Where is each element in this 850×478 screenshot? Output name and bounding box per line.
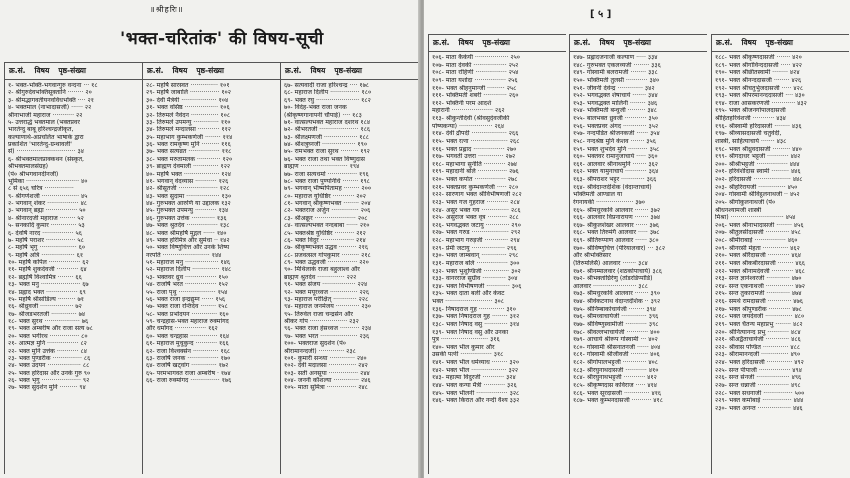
toc-entry: २२२- श्रीवास पण्डित ············· ४८८ [715, 343, 801, 351]
toc-entry: १५१- जीवनी देवेन्द्र ············· ३४२ [573, 84, 655, 92]
toc-column-1 [4, 62, 142, 474]
toc-entry: १५७- नन्दपंडित श्रीजनकजी ······ ३५४ [573, 130, 660, 138]
toc-entry: ७०- विदेह-भक्त राजा जनक [284, 104, 347, 112]
toc-entry: ११९- महादानी बलि ··············· २७६ [432, 168, 519, 176]
toc-entry: (तिरुमलिसै) आलवार ······· ३८४ [573, 259, 648, 267]
toc-entry: १९४- राजा आसकरणजी ············ ४३२ [715, 99, 807, 107]
toc-entry: १०५- माता सुमित्रा ··············· २४८ [284, 384, 368, 392]
toc-entry: १५४- भक्तिमती बन्धुजी ········· ३४८ [573, 107, 657, 115]
toc-entry: २२३- श्रीरामानन्दजी ·············· ४९० [715, 351, 801, 359]
column-header [281, 62, 418, 80]
toc-entry: २२४- भक्त हरिदासजी ············· ४९२ [715, 359, 804, 366]
toc-entry: १८३- श्रीरघुनाथदासजी ··········· ४१० [573, 366, 659, 374]
toc-entry: ८- महर्षि भृगु ··················· ६० [8, 244, 86, 252]
toc-entry: ८५- भक्तश्रेष्ठ युधिष्ठिर ·········· २१२ [284, 229, 366, 237]
toc-entry: १७३- श्रीमधुरकवि आलवार ······· ३९० [573, 290, 661, 298]
page-number: [ ५ ] [590, 9, 612, 20]
toc-entry: ७८- भक्त राजा पुण्यनिधि ········ १९८ [284, 177, 370, 185]
toc-entry: १३८- भक्त निषाद वसु ············ ३१४ [432, 320, 520, 328]
toc-entry: ४९- भक्त हरिमित्र और सुमेधा ·· १४२ [146, 236, 230, 244]
toc-entry: श्रीभक्तमालसंग्रह) [8, 163, 49, 171]
toc-entry: १८८- भक्त श्रीकृष्णदासजी ······· ४२० [715, 54, 802, 61]
toc-entry: २- भगवान् शंकर ················ ४८ [8, 200, 88, 207]
toc-entry: ८६- भक्त विदुर ················· २१४ [284, 236, 366, 244]
toc-entry: और श्रीभक्तिसार [573, 252, 611, 260]
column-header-label: विषय [34, 66, 50, 75]
toc-entry: १७४- श्रीवेंकटनाथ वेदान्तदेशिक ·· ३९२ [573, 298, 661, 305]
toc-entry: ब्राह्मण ························ १९४ [284, 163, 360, 171]
toc-entry: ६०- भक्त चन्द्रहास ·············· १६४ [146, 332, 230, 340]
toc-entry: ६३- राजर्षि जनक ················ १७० [146, 354, 231, 362]
column-header-label: विषय [172, 66, 188, 75]
toc-entry: ३६- भक्त रामकृष्ण मुनि ········· ११६ [146, 141, 231, 148]
column-header [570, 34, 707, 52]
toc-entry: २२८- भक्त सधनाजी ··············· ५०० [715, 389, 805, 397]
toc-entry: ७१- वात्सल्यभक्त महाराज दशरथ १८४ [284, 118, 371, 126]
toc-entry: श्रीधनश्यामजी शास्त्री [715, 206, 762, 214]
column-header-label: पृष्ठ-संख्या [196, 66, 224, 75]
toc-entry: ८३- श्रीअक्रूर ····················· २०८ [284, 214, 368, 222]
toc-entry: २०३- श्रीहरिरायजी ·············· ४५० [715, 183, 798, 191]
toc-entry: १५२- भगवद्भक्त शेषाचार्य ······· ३४४ [573, 92, 658, 100]
page-title: 'भक्त-चरितांक' की विषय-सूची [120, 29, 324, 49]
toc-entry: कल्याणार्थ-अप्रचलित भाषाके द्वारा [8, 133, 84, 141]
toc-entry: २५- भक्त हरिदास और उनके गुरु ९० [8, 369, 91, 377]
toc-entry: १८४- श्रीरघुनाथभट्टजी ··········· ४१२ [573, 374, 657, 382]
toc-entry: ४७- भक्त श्रुतदेव ················ १३८ [146, 222, 230, 230]
column-header [5, 62, 142, 80]
toc-entry: २२९- भक्त कर्माबाई ··············· ४४४ [715, 397, 804, 405]
toc-entry: (श्रीकृष्णगानापनी चौपाई) ···· १८३ [284, 111, 362, 119]
column-header-label: पृष्ठ-संख्या [482, 38, 510, 47]
column-header-label: पृष्ठ-संख्या [623, 38, 651, 47]
toc-entry: ५८- भक्त प्रभोदयन ············· १६० [146, 310, 229, 318]
toc-entry: ३९- ब्राह्मण देवमाली ············· १२२ [146, 163, 231, 171]
toc-entry: ७३- श्रीलक्ष्मणजी ················· १८८ [284, 133, 369, 141]
toc-entry: ६- श्रीभक्तमालप्राक्कथन (संस्कृत, [8, 155, 84, 163]
toc-entry: १६१- आलवार श्रीनाथमुनि ······· ३६२ [573, 160, 658, 168]
toc-entry: १०४- जननी कौशल्या ············· २४६ [284, 377, 371, 384]
toc-entry: ११२- भक्तिनी परम आदर्श [432, 99, 492, 107]
toc-column-2 [142, 62, 280, 474]
column-header [429, 34, 566, 52]
toc-entry: २१४- सन्त एकनाथजी ·············· ४७२ [715, 282, 805, 290]
toc-entry: श्रीनाभाजी महाराज ··········· २२ [8, 111, 83, 119]
toc-entry: ८८- प्रजवत्सल गोपकुमार ········· २१८ [284, 251, 371, 259]
toc-entry: १७०- श्रीविष्णुचित्त (पेरियालवार) ··· ३८२ [573, 244, 666, 252]
toc-entry: १२७- भक्त गरुड ··················· २९२ [432, 229, 521, 237]
toc-entry: ७७- राजा सत्यधर्मा ··············· १९६ [284, 170, 369, 178]
toc-entry: १४०- भक्त भील कुमार और [432, 343, 495, 351]
toc-entry: २२- भक्त मुनि उत्तंक ··········· ८४ [8, 347, 87, 355]
toc-entry: २९- महर्षि जाबालि ··············· १०२ [146, 89, 231, 97]
toc-entry: १८५- श्रीकृष्णदास कविराज ····· ४१४ [573, 381, 658, 389]
toc-entry: ३८- भक्त मरुतामलक ············ १२० [146, 155, 233, 163]
toc-entry: ९- महर्षि अत्रि ················· ६१ [8, 251, 84, 259]
toc-entry: १७१- श्रीनम्मालवार (शठकोपाचार्य) ३८६ [573, 267, 662, 275]
toc-entry: १८१- गोस्वामी श्रीजीवजी ········· ४०६ [573, 351, 660, 359]
toc-entry: १८६- भक्त सूरदासजी ············· ४१६ [573, 389, 662, 397]
toc-entry: १८२- श्रीगोपालभट्टजी ············ ४०८ [573, 359, 658, 366]
toc-entry: २००- श्रीश्रीभट्टजी ················ ४४४ [715, 160, 800, 168]
toc-entry: ८०- महाराज युधिष्ठिर ··········· २०२ [284, 192, 366, 200]
toc-entry: (पं० श्रीभगवानदीनजी) [8, 170, 59, 178]
toc-entry: ४८- भक्त श्रीमहर्षि मुद्गल ······ १४० [146, 229, 227, 237]
toc-entry: १०९- माता यशोदा ················ २५६ [432, 76, 518, 84]
toc-entry: श्रीकर गोप ··················· २३२ [284, 318, 359, 325]
toc-entry: १३०- भक्त जाम्बवान् ············· २९८ [432, 252, 519, 260]
toc-entry: ६- देवर्षि नारद ················ ५६ [8, 229, 82, 237]
toc-entry: २०९- श्रीनरसी मेहता ············· ४६२ [715, 244, 800, 252]
toc-entry: २१२- भक्त श्रीनामदेवजी ··········· ४६८ [715, 267, 805, 275]
toc-entry: ४- भक्तमाल (नाभादासजी) ······ २२ [8, 104, 92, 112]
toc-entry: ४- श्रीनारदजी महाराज ········ ५२ [8, 214, 84, 222]
toc-entry: २१५- सन्त तुकारामजी ············ ४७४ [715, 290, 802, 298]
toc-entry: २०७- श्रीतुलसीदासजी ············ ४५८ [715, 229, 801, 237]
toc-entry: १९१- भक्त श्रीनन्ददासजी ········ ४२६ [715, 76, 802, 84]
toc-entry: १६३- श्रीपराशर भट्टर ············ ३६६ [573, 176, 657, 183]
toc-entry: १३७- भक्त निषादराज गुह ········ ३१२ [432, 313, 520, 321]
toc-entry: १२९- प्रेमी जटायु ················· २९६ [432, 244, 517, 252]
toc-entry: रंगनायकी ··················· ३७० [573, 198, 645, 206]
toc-entry: १७२- श्रीभक्तांघ्रिरेणु (तोंडरडिप्पोडि) [573, 275, 653, 283]
toc-entry: ५६- भक्त राजा इन्द्रद्युम्न ······ १५६ [146, 295, 226, 303]
toc-entry: १५०- भक्तिमती तुलसी ··········· ३४० [573, 76, 660, 84]
toc-entry: २- श्रीगुरुदेवभक्तिसूक्तानि ········ २० [8, 89, 92, 97]
toc-entry: २१- आत्मज्ञ मुनि ················ ८२ [8, 340, 87, 348]
toc-entry: २२०- श्रीनित्यानन्द प्रभु ··········· ४८४ [715, 328, 801, 336]
toc-entry: शास्त्री, साहित्याचार्य ······· ४३८ [715, 137, 787, 145]
toc-entry: १४७- प्रह्लादजनाजी कल्याण ····· ३३४ [573, 54, 658, 61]
toc-entry: २७- भक्त सुदर्शन मुनि ········· ९४ [8, 384, 86, 392]
toc-entry: १२२- सारणाग भक्त श्रीविभीषणजी २८२ [432, 191, 522, 199]
toc-entry: ८९- भक्त उद्धवजी ··············· २२० [284, 259, 369, 266]
toc-entry: ८४- वात्सल्यभक्त नन्दबाबा ······ २१० [284, 222, 370, 230]
toc-entry: १९५- भक्त श्रीजनगोपालदासजी [715, 107, 786, 115]
toc-entry: ४१- भगवान् वेदव्यास ··········· १२६ [146, 177, 229, 185]
toc-entry: ६८- महाराज दिलीप ··············· १८० [284, 89, 372, 97]
toc-entry: १५५- बालभक्त ध्रुवजी ··········· ३५० [573, 115, 659, 122]
toc-entry: १४९- गोस्वामी बलरामजी ········ ३३८ [573, 69, 658, 77]
toc-entry: २१९- भक्त चैतन्य महाप्रभु ········ ४८२ [715, 320, 803, 328]
toc-entry: ३- श्रीमद्भागवतीयनवविधभक्ति ···· २१ [8, 96, 94, 104]
toc-entry: ८१- भगवान् श्रीकृष्णभक्त ········ २०४ [284, 200, 371, 207]
toc-entry: १०८- माता रोहिणी ················ २५४ [432, 69, 519, 77]
toc-entry: १६८- भक्त तिरुमंगै आलवार ····· ३७८ [573, 229, 660, 237]
toc-entry: २१७- भक्त श्रीपुण्डरीक ··········· ४७८ [715, 305, 802, 313]
toc-entry: १८७- भक्त कुम्भनदासजी ·········· ४१८ [573, 397, 663, 405]
toc-entry: ११५- भक्त रत्ना ··················· २६८ [432, 137, 520, 145]
toc-entry: ब्राह्मण श्रुतदेव ·············· २२२ [284, 273, 357, 281]
toc-entry: १३३- वानरराज सुग्रीव ············ ३०४ [432, 275, 518, 283]
toc-entry: ७४- श्रीशत्रुघ्नजी ················· १९० [284, 141, 368, 148]
column-header-label: पृष्ठ-संख्या [334, 66, 362, 75]
toc-entry: १३२- भक्त भुशुण्डिजी ············· ३०२ [432, 267, 521, 275]
toc-entry: २११- भक्त श्रीकबीरदासजी ········ ४६६ [715, 259, 805, 267]
toc-entry: ३२- तिरुमले नैवेदन ·············· १०८ [146, 111, 231, 119]
toc-entry: आलवार ······················ ३८८ [573, 282, 648, 290]
toc-entry: ७६- भक्त राजा तथा भक्त विष्णुदास [284, 155, 365, 163]
toc-entry: १६- श्रीध्रुवजी ················· ७२ [8, 303, 82, 311]
toc-entry: २०६- भक्त श्रीनाभादासजी ········ ४५६ [715, 221, 804, 229]
toc-entry: ९०- मिथिलाके राजा बहुलाश्व और [284, 266, 360, 274]
toc-entry: ६४- राजर्षि खट्वांग ············· १७२ [146, 362, 229, 370]
toc-entry: ३- भगवान् ब्रह्मा ················ ५० [8, 207, 86, 215]
toc-entry: १९३- भक्त श्रीपरमानन्ददासजी ···· ४३० [715, 92, 805, 100]
toc-entry: १३१- महाराज बलि ················ ३०० [432, 259, 520, 267]
toc-entry: ८२- भक्तराज अर्जुन ·············· २०६ [284, 207, 371, 215]
toc-entry: १५३- भगवद्भक्त मालिनी ········ ३४६ [573, 99, 658, 107]
toc-entry: ४३- भक्त सुदामा ················· १३० [146, 192, 232, 200]
toc-entry: ६९- भक्त रघु ······················ १८२ [284, 96, 371, 104]
column-header-label: क्र.सं. [433, 38, 450, 47]
toc-entry: ९७- भक्त भरत ··················· २३६ [284, 332, 370, 340]
toc-entry: १३४- भक्त विभीषणजी ············ ३०६ [432, 282, 522, 290]
toc-entry: १६४- श्रीवेदान्तदेशिक (वेदान्ताचार्य) [573, 183, 652, 191]
toc-entry: श्रीरामानन्दजी) ············· २३८ [284, 347, 356, 355]
toc-entry: ४२- श्रीसूतजी ···················· १२८ [146, 185, 230, 193]
toc-entry: ९४- महाराज जनमेजय ············ २३० [284, 303, 372, 311]
toc-entry: १७- श्रीजडभरतजी ············· ७४ [8, 310, 86, 318]
toc-entry: १०७- माता देवकी ················· २५२ [432, 61, 519, 69]
toc-entry: महारानी ····················· २६२ [432, 107, 505, 115]
toc-entry: १३- भक्त मनु ···················· ६७ [8, 281, 89, 289]
toc-entry: १००- भक्तराज सुदर्शन (पं० [284, 340, 346, 348]
toc-entry: २३- भक्त पुण्डरीक ··············· ८६ [8, 354, 91, 362]
toc-entry: २६- भक्त भृगु ···················· ९२ [8, 377, 90, 384]
toc-entry: २०२- हरिदासजी ··················· ४४८ [715, 176, 803, 183]
toc-entry: १४८- गुरुभक्त एकलव्यजी ········ ३३६ [573, 61, 661, 69]
toc-entry: ११३- श्रीकुन्तीदेवी (श्रीवसुदेवजीकी [432, 115, 510, 122]
toc-entry: भूमिका ··························· ४० [8, 177, 88, 185]
toc-entry: १०२- देवी मदालसा ·············· २४२ [284, 362, 368, 370]
toc-entry: १२०- भक्त कपोत ················ २७८ [432, 176, 518, 183]
toc-entry: और धर्मांगद ················ १६२ [146, 325, 218, 333]
toc-entry: ७९- भगवान् भीष्मपितामह ········ २०० [284, 185, 372, 193]
toc-entry: १२८- महाभाग गरुड़जी ············ २९४ [432, 237, 520, 244]
toc-entry: ३४- तिरुमले मन्दालसा ··········· ११२ [146, 126, 232, 134]
toc-entry: ५१- महाराज मनु ················· १४६ [146, 259, 231, 266]
toc-entry: १४४- भक्त कन्या मैत्री ··········· ३२६ [432, 381, 517, 389]
toc-entry: ५९- चन्द्रहास-भक्त महाराज रुक्मांगद [146, 318, 229, 325]
column-header [712, 34, 849, 52]
toc-entry: १५६- भक्तप्रवर अंगद ············ ३५२ [573, 122, 659, 130]
toc-entry: १३५- भक्त दाता बली और केवट [432, 290, 505, 298]
toc-entry: १८- भक्त सुरथ ·················· ७६ [8, 318, 89, 325]
toc-entry: ९- श्रीगणेशजी ··················· ४५ [8, 192, 88, 200]
toc-entry: २१८- भक्त जयदेवजी ·············· ४८० [715, 313, 805, 321]
toc-entry: २२७- सन्त धन्नाजी ················ ४९८ [715, 381, 801, 389]
toc-entry: ६६- राजा रुक्मांगद ··············· १७६ [146, 377, 232, 384]
toc-entry: १९२- भक्त श्रीचतुर्भुजदासजी ····· ४२८ [715, 84, 804, 92]
toc-entry: १०६- माता कैकेयी ················· २५० [432, 54, 520, 61]
column-header-label: क्र.सं. [147, 66, 164, 75]
toc-entry: ३३- तिरुमले उपमन्यु ············· ११० [146, 118, 231, 126]
toc-column-3 [711, 34, 849, 474]
toc-entry: ३७- भक्त सत्यव्रत ················ ११८ [146, 148, 232, 156]
toc-entry: भक्त ························ ३०८ [432, 298, 504, 305]
column-header-label: क्र.सं. [285, 66, 302, 75]
toc-entry: ४५- गुरुभक्त उपमन्यु ··········· १३४ [146, 207, 229, 215]
top-mark: ॥श्रीहरिः॥ [150, 5, 184, 14]
toc-entry: १७५- श्रीनिम्बार्काचार्यजी ········ ३९४ [573, 305, 657, 313]
toc-entry: ४६- गुरुभक्त उत्तंक ············ १३६ [146, 214, 227, 222]
toc-entry: २०४- गोस्वामी श्रीविट्ठलनाथजी ·· ४५२ [715, 191, 800, 199]
toc-entry: ८७- श्रीकृष्णभक्त उद्धव ········· २१६ [284, 244, 369, 252]
toc-entry: १११- भक्तिमती शबरी ············ २६० [432, 92, 519, 100]
toc-entry: २३०- भक्त अनन्त ················· ४४६ [715, 404, 803, 412]
toc-entry: पुत्र ························ ३१६ [432, 336, 500, 344]
toc-entry: १३६- निषादराज गुह ············· ३१० [432, 305, 516, 313]
toc-entry: ४०- महर्षि भक्त ·················· १२४ [146, 170, 231, 178]
column-header-label: क्र.सं. [574, 38, 591, 47]
toc-entry: २८- महर्षि सारस्वत ·············· १०१ [146, 82, 230, 89]
toc-entry: १६९- श्रीतिरुप्पाण आलवार ······ ३८० [573, 237, 659, 244]
toc-entry: २२१- श्रीअद्वैताचार्यजी ············ ४८६ [715, 336, 801, 344]
toc-entry: ६५- परमभागवत राजा अम्बरीष · १७४ [146, 369, 231, 377]
toc-entry: २०- भक्त भगीरथ ··············· ८० [8, 332, 88, 340]
toc-entry: १९०- भक्त श्रीछीतस्वामी ········ ४२४ [715, 69, 800, 77]
toc-entry: २२६- सन्त सेनजी ················· ४९६ [715, 374, 802, 382]
toc-entry: १४१- भक्त भील धर्मव्याध ········ ३२० [432, 359, 520, 366]
column-header-label: क्र.सं. [9, 66, 26, 75]
toc-entry: ११७- भगवती उत्तरा ············· २७२ [432, 153, 516, 161]
toc-entry: १२६- भगवद्भक्त जटायु ············ २९० [432, 221, 521, 229]
toc-entry: उसकी पत्नी ················ ३१८ [432, 351, 504, 359]
toc-entry: भारतेन्दु बाबू हरिश्चन्द्रजीकृत, [8, 126, 74, 134]
column-header-label: विषय [458, 38, 474, 47]
toc-entry: मिश्रा) ··························· ४५४ [715, 214, 796, 222]
toc-entry: ५३- भक्तवर ध्रुव ················ १५० [146, 273, 229, 281]
toc-entry: २०८- श्रीमीराबाई ················ ४६० [715, 237, 798, 244]
toc-entry: १८९- भक्त श्रीगोविन्ददासजी ····· ४२२ [715, 61, 803, 69]
toc-entry: ११८- महाभागा सुनीति ··········· २७४ [432, 160, 518, 168]
toc-entry: १४३- महात्मा विदुरजी ··········· ३२४ [432, 374, 516, 382]
toc-entry: १०- महर्षि कपिल ················ ६२ [8, 259, 89, 266]
toc-entry: ५- उत्तरार्द्ध भक्तमाल (भक्तप्रवर [8, 118, 80, 126]
toc-entry: ७५- रामभक्त राजा सुरथ ········· १९२ [284, 148, 370, 156]
toc-entry: ७- महर्षि पराशर ··············· ५८ [8, 236, 84, 244]
toc-entry: १५९- भक्त शुभदेव मुनि ·········· ३५८ [573, 145, 660, 153]
toc-entry: १९- भक्त अम्बरीष और राजा सत्य ७८ [8, 325, 93, 333]
toc-entry: १२३- भक्त गज गुहराज ··········· २८४ [432, 198, 520, 206]
toc-entry: ९१- भक्त संजय ················· २२४ [284, 281, 368, 289]
toc-entry: ३१- भक्त वसिष्ठ ················· १०६ [146, 104, 230, 112]
toc-column-1 [428, 34, 566, 474]
toc-column-3 [280, 62, 418, 474]
column-header-label: विषय [310, 66, 326, 75]
column-header [143, 62, 280, 80]
toc-entry: १९६- श्रीस्वामी हरिदासजी ········ ४३६ [715, 122, 802, 130]
toc-entry: १६६- आलवार विप्रनारायण ······· ३७४ [573, 214, 661, 222]
toc-entry: ४४- गुरुभक्त आरुणि या उद्दालक १३२ [146, 200, 231, 207]
toc-entry: १२- ब्रह्मर्षि विश्वामित्र ········ ६६ [8, 273, 82, 281]
toc-entry: १२५- असुराज भक्त वृत्र ·········· २८८ [432, 214, 519, 222]
toc-entry: नरपति ························ १४४ [146, 251, 222, 259]
toc-entry: ५२- महाराज दिलीप ·············· १४८ [146, 266, 232, 274]
toc-entry: ३५- महाभाग कुम्भकर्णजी ········ ११४ [146, 133, 233, 141]
toc-entry: १७६- श्रीमध्वाचार्यजी ············· ३९६ [573, 313, 659, 321]
toc-entry: १०१- कुमारी सन्ध्या ············· २४० [284, 354, 367, 362]
toc-entry: १४५- भक्त भीलनी ················ ३२८ [432, 389, 520, 397]
toc-entry: १७९- आचार्य श्रीरूप गोस्वामी ··· ४०२ [573, 336, 658, 344]
toc-entry: ९३- महाराज परीक्षित् ············ २२८ [284, 295, 369, 303]
toc-entry: श्रीहितहरिवंशजी ··········· ४३४ [715, 115, 786, 122]
toc-entry: ५४- राजर्षि भरत ················ १५२ [146, 281, 228, 289]
toc-entry: १६२- भक्त यामुनाचार्य ··········· ३६४ [573, 168, 659, 176]
toc-entry: २०५- श्रीगोकुलनाथजी (पं० [715, 198, 776, 206]
toc-entry: ११- महर्षि शुकदेवजी ··········· ६४ [8, 266, 87, 274]
toc-entry: पोष्यकन्या) ················· २६४ [432, 122, 505, 130]
toc-entry: १३९- भक्त निषाद वसु और उनका [432, 328, 509, 336]
column-header-label: क्र.सं. [716, 38, 733, 47]
toc-entry: ८ से ६५६ चरित्र ··············· [8, 185, 74, 193]
toc-entry: २०१- हरिवंशीदास स्वामी ········· ४४६ [715, 168, 801, 176]
toc-entry: १७८- श्रीवल्लभाचार्यजी ··········· ४०० [573, 328, 660, 336]
toc-entry: से) ······························ ३४ [8, 148, 84, 156]
toc-entry: प्रकाशित 'भारतेन्दु-ग्रन्थावली' [8, 141, 72, 148]
toc-entry: १६५- श्रीमधुरकवि आलवार ······· ३७२ [573, 206, 661, 214]
toc-entry: २४- भक्त उदयन ················· ८८ [8, 362, 90, 370]
toc-entry: भक्तिमती आण्डाल या [573, 191, 623, 199]
toc-entry: २१३- सन्त ज्ञानेश्वरजी ············ ४७० [715, 275, 802, 283]
toc-entry: १७७- श्रीविष्णुस्वामीजी ··········· ३९८ [573, 320, 659, 328]
toc-entry: ११४- देवी द्रौपदी ·················· २६६ [432, 130, 519, 138]
column-header-label: विषय [741, 38, 757, 47]
toc-entry: १९७- श्रीव्यासदासजी चतुर्वेदी, [715, 130, 782, 138]
toc-entry: २१६- समर्थ रामदासजी ············ ४७६ [715, 298, 803, 305]
toc-entry: १८०- गोस्वामी श्रीसनातनजी ······ ४०४ [573, 343, 661, 351]
toc-entry: ३०- देवी मैत्रेयी ·················· १०४ [146, 96, 229, 104]
column-header-label: विषय [599, 38, 615, 47]
right-page [424, 0, 850, 478]
toc-entry: १४६- भक्त किरात और नन्दी वैश्य ३३२ [432, 397, 520, 405]
toc-entry: २१०- भक्त श्रीरैदासजी ··········· ४६४ [715, 252, 802, 260]
toc-entry: ५०- भक्त विष्णुचित्त और उनके शिष्य [146, 244, 230, 252]
toc-entry: ५५- राजा पृथु ··················· १५४ [146, 288, 228, 296]
toc-entry: ६७- सत्यवादी राजा हरिश्चन्द्र ···· १७८ [284, 82, 370, 89]
toc-entry: ९६- भक्त राजा हंसध्वज ·········· २३४ [284, 325, 372, 333]
toc-entry: १६७- श्रीकुलशेखर आलवार ······ ३७६ [573, 221, 660, 229]
toc-entry: ६१- महाराज मुचुकुन्द ··········· १६६ [146, 340, 229, 348]
toc-entry: १४२- भक्त भील ·················· ३२२ [432, 366, 519, 374]
toc-entry: ९५- तिरुवेल राजा चन्द्रसेन और [284, 310, 353, 318]
toc-entry: १५- महर्षि श्रीसांडिल्य ········· ७१ [8, 295, 84, 303]
toc-entry: १४- प्रह्लाद भक्त ················ ६९ [8, 288, 86, 296]
toc-column-2 [569, 34, 707, 474]
column-header-label: पृष्ठ-संख्या [58, 66, 86, 75]
toc-entry: ५- सनकादि कुमार ············· ५३ [8, 222, 85, 230]
toc-entry: १२१- भक्तप्रवर कुम्भकर्णजी ····· २८० [432, 183, 519, 191]
toc-entry: १०३- सती अनसूया ··············· २४४ [284, 369, 370, 377]
left-page [0, 0, 420, 478]
toc-entry: १२४- असुर भक्त गय ·············· २८६ [432, 206, 521, 214]
toc-entry: १५८- नन्दश्रेष्ठ मुनि केशव ······· ३५६ [573, 137, 656, 145]
toc-entry: १६०- भक्तवर रामानुजाचार्य ····· ३६० [573, 153, 658, 161]
toc-entry: ९२- भक्त मयूरध्वज ·············· २२६ [284, 288, 370, 296]
toc-entry: २२५- सन्त पीपाजी ················ ४९४ [715, 366, 802, 374]
toc-entry: ११६- भक्त प्रह्लाद ················ २७० [432, 145, 517, 153]
toc-entry: ५७- भक्त राजा रन्तिदेव ········ १५८ [146, 303, 228, 311]
toc-entry: ११०- भक्त श्रीहनुमान्जी ········· २५८ [432, 84, 517, 92]
toc-entry: ६२- राजा विश्वक्सेन ············· १६८ [146, 347, 231, 355]
toc-entry: १९८- भक्त श्रीध्रुवदासजी ········· ४४० [715, 145, 802, 153]
toc-entry: ७२- श्रीभरतजी ···················· १८६ [284, 126, 371, 134]
column-header-label: पृष्ठ-संख्या [765, 38, 793, 47]
toc-entry: १- भक्त-भक्ति-भगवान्गुरु वन्दना ··· १८ [8, 82, 98, 89]
toc-entry: १९९- श्रीगदाधर भट्टजी ··········· ४४२ [715, 153, 801, 161]
